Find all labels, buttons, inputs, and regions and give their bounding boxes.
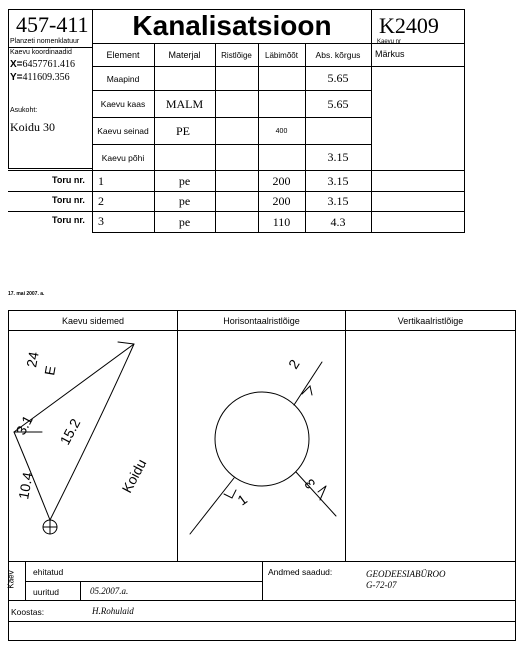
kaev-label: Kaev [6, 570, 16, 589]
location-label: Asukoht: [10, 107, 38, 114]
nomenclature-label: Planzeti nomenklatuur [10, 38, 80, 45]
location-value: Koidu 30 [10, 120, 55, 134]
col-material-header: Materjal [168, 50, 201, 60]
pipe-diameter: 200 [272, 173, 291, 188]
data-source-label: Andmed saadud: [268, 567, 333, 577]
tie-distance: 3.1 [12, 412, 36, 438]
nomenclature: 457-411 [16, 12, 89, 37]
col-abs-height-header: Abs. kõrgus [315, 50, 361, 60]
pipe-number: 3 [98, 214, 104, 228]
col-diameter-header: Läbimõõt [265, 50, 298, 60]
table-row-element: Kaevu põhi [101, 152, 145, 163]
table-row-abs-height: 3.15 [327, 150, 349, 164]
table-row-element: Kaevu kaas [100, 99, 146, 109]
document-date: 17. mai 2007. a. [8, 291, 45, 297]
tie-distance: 10.4 [15, 470, 36, 501]
sketch-col-horizontal: Horisontaalristlõige [223, 315, 300, 326]
pipe-material: pe [178, 214, 191, 229]
surveyed-label: uuritud [33, 587, 59, 597]
coord-y-label: Y= [10, 72, 23, 83]
pipe-diameter: 110 [272, 214, 291, 229]
well-number: K2409 [379, 13, 439, 38]
tie-distance: E [41, 364, 59, 377]
table-row-diameter: 400 [275, 127, 288, 135]
page-title: Kanalisatsioon [132, 10, 332, 41]
table-row-material: MALM [165, 96, 204, 111]
compiled-value: H.Rohulaid [92, 606, 134, 616]
pipe-abs-height: 3.15 [327, 194, 349, 208]
well-circle [215, 392, 309, 486]
compiled-label: Koostas: [11, 607, 45, 617]
table-row-material: PE [176, 123, 191, 138]
pipe-diameter: 200 [272, 194, 291, 208]
pipe-number: 2 [98, 194, 104, 208]
coord-x-label: X= [10, 59, 23, 70]
tie-distance: 15.2 [56, 415, 84, 448]
pipe-material: pe [178, 194, 191, 208]
coord-y-value: 411609.356 [22, 72, 70, 83]
pipe-abs-height: 4.3 [330, 214, 346, 229]
col-crossing-header: Ristlõige [221, 50, 252, 60]
table-row-element: Kaevu seinad [97, 126, 149, 136]
pipe-label: Toru nr. [52, 215, 85, 225]
well-number-label: Kaevu nr [377, 39, 402, 45]
sketch-col-links: Kaevu sidemed [61, 315, 125, 326]
table-row-abs-height: 5.65 [327, 96, 349, 111]
table-row-element: Maapind [106, 73, 140, 84]
pipe-material: pe [178, 173, 191, 188]
tie-line [118, 342, 134, 344]
pipe-label: Toru nr. [52, 195, 85, 205]
coord-x-value: 6457761.416 [22, 59, 76, 70]
coords-label: Kaevu koordinaadid [10, 49, 72, 56]
pipe-label: Toru nr. [52, 175, 85, 185]
surveyed-value: 05.2007.a. [90, 586, 129, 596]
data-source-value: GEODEESIABÜROO [366, 569, 446, 579]
built-label: ehitatud [33, 567, 64, 577]
col-remarks-header: Märkus [375, 49, 405, 59]
pipe-abs-height: 3.15 [327, 173, 349, 188]
pipe-1-line [190, 478, 234, 534]
pipe-number-label: 2 [284, 356, 303, 372]
pipe-number-label: 3 [300, 476, 319, 493]
table-row-abs-height: 5.65 [327, 71, 349, 85]
street-label: Koidu [118, 456, 150, 496]
data-source-code: G-72-07 [366, 580, 397, 590]
sketch-col-vertical: Vertikaalristlõige [397, 315, 464, 326]
pipe-3-line [296, 472, 336, 516]
tie-distance: 24 [23, 350, 42, 369]
pipe-number-label: 1 [234, 490, 251, 509]
col-element-header: Element [106, 50, 140, 60]
pipe-number: 1 [98, 174, 104, 188]
